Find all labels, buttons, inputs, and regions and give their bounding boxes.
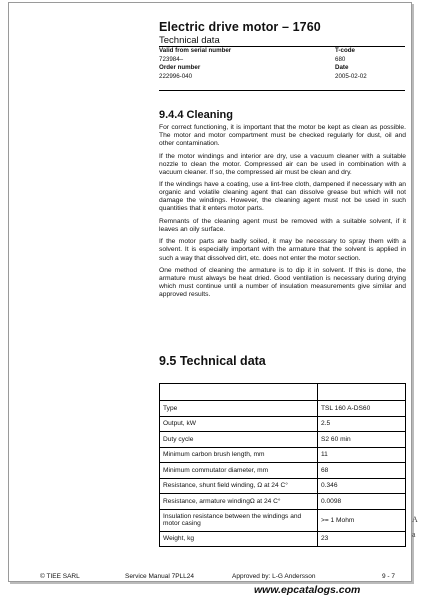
footer-page-number: 9 - 7 — [382, 573, 396, 580]
spec-key: Weight, kg — [160, 531, 318, 547]
technical-data-table — [159, 383, 406, 547]
header-info-right: 680 — [335, 55, 346, 63]
spec-value: TSL 160 A-DS60 — [318, 401, 406, 417]
website-watermark[interactable]: www.epcatalogs.com — [254, 584, 361, 596]
header-info-row — [159, 64, 405, 73]
footer-company: © TIEE SARL — [40, 573, 80, 580]
header-info-left: Valid from serial number — [159, 47, 232, 54]
table-row — [160, 416, 406, 432]
cleaning-body — [159, 124, 406, 304]
spec-key: Resistance, armature windingΩ at 24 C° — [160, 494, 318, 510]
spec-value: 68 — [318, 463, 406, 479]
spec-value: 0.0098 — [318, 494, 406, 510]
header-info-left: 723984– — [159, 55, 184, 63]
spec-value: 11 — [318, 447, 406, 463]
technical-data-heading: 9.5 Technical data — [159, 354, 266, 368]
header-info-right: 2005-02-02 — [335, 72, 367, 80]
table-header-row — [160, 384, 406, 401]
header-info-left: 222996-040 — [159, 72, 193, 80]
cleaning-heading: 9.4.4 Cleaning — [159, 109, 233, 121]
header-info-row — [159, 73, 405, 82]
cleaning-paragraph: Remnants of the cleaning agent must be removed with a suitable solvent, if it leaves an oily surface. — [159, 217, 406, 233]
cleaning-paragraph: If the motor windings and interior are dry, use a vacuum cleaner with a suitable nozzle to clean the motor. Compressed air can be used in combination with a vacuum cleaner. If so, the compressed air must be clean and dry. — [159, 152, 406, 176]
spec-value: 23 — [318, 531, 406, 547]
cleaning-paragraph: For correct functioning, it is important that the motor be kept as clean as possible. The motor and motor compartment must be checked regularly for dust, oil and other contamination. — [159, 124, 406, 148]
footer-manual: Service Manual 7PLL24 — [125, 573, 195, 580]
header-info-right: T-code — [335, 47, 355, 54]
table-row — [160, 463, 406, 479]
spec-key: Resistance, shunt field winding, Ω at 24 C° — [160, 478, 318, 494]
spec-value: 2.5 — [318, 416, 406, 432]
spec-key: Duty cycle — [160, 432, 318, 448]
manual-page — [8, 2, 412, 582]
spec-value: S2 60 min — [318, 432, 406, 448]
cleaning-paragraph: If the motor parts are badly soiled, it may be necessary to spray them with a solvent. It is especially important with the armature that the solvent is applied in such a way that dissolved dirt, etc. does not enter the motor section. — [159, 238, 406, 262]
header-info-row — [159, 47, 405, 56]
table-row — [160, 531, 406, 547]
table-row — [160, 447, 406, 463]
side-mark: A — [412, 515, 418, 524]
cleaning-paragraph: If the windings have a coating, use a lint-free cloth, dampened if necessary with an organic and volatile cleaning agent that can dissolve grease but which will not damage the windings. However, the cleaning agent must not be used in such quantities that it enters motor parts. — [159, 181, 406, 213]
header-divider — [159, 90, 405, 91]
spec-key: Type — [160, 401, 318, 417]
header-info-row — [159, 56, 405, 65]
spec-value: >= 1 Mohm — [318, 509, 406, 531]
spec-key: Minimum commutator diameter, mm — [160, 463, 318, 479]
cleaning-paragraph: One method of cleaning the armature is to dip it in solvent. If this is done, the armature must always be heat dried. Good ventilation is necessary during drying which must continue until a number of insulation measurements give similar and approved results. — [159, 266, 406, 299]
table-row — [160, 509, 406, 531]
document-title: Electric drive motor – 1760 — [159, 20, 321, 34]
spec-key: Minimum carbon brush length, mm — [160, 447, 318, 463]
header-info-table — [159, 46, 405, 81]
footer-approved: Approved by: L-G Andersson — [232, 573, 316, 580]
spec-key: Insulation resistance between the windings and motor casing — [160, 509, 318, 531]
table-row — [160, 401, 406, 417]
table-row — [160, 432, 406, 448]
side-mark: a — [412, 530, 416, 539]
document-subtitle: Technical data — [159, 35, 220, 46]
spec-value: 0.346 — [318, 478, 406, 494]
spec-key: Output, kW — [160, 416, 318, 432]
header-info-left: Order number — [159, 64, 201, 71]
table-row — [160, 494, 406, 510]
header-info-right: Date — [335, 64, 349, 71]
table-row — [160, 478, 406, 494]
